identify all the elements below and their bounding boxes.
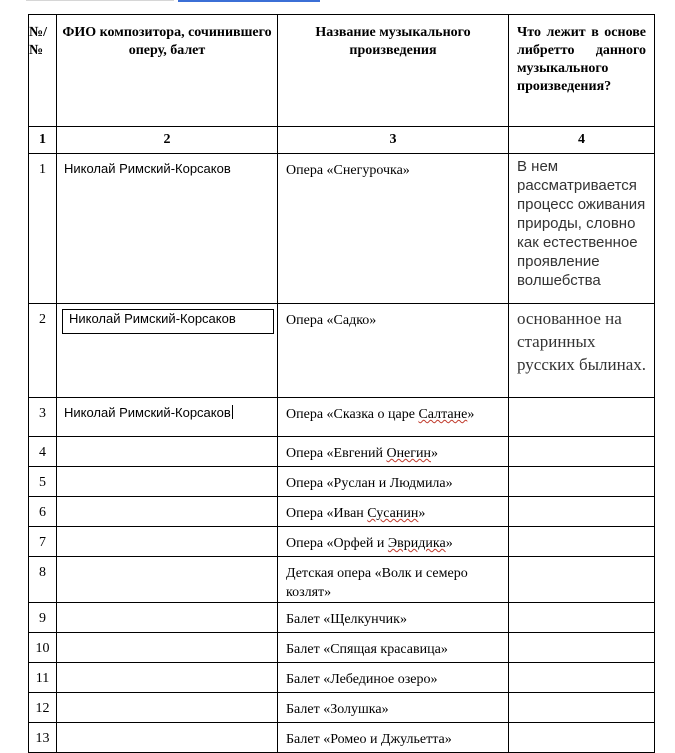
- work-cell[interactable]: Балет «Лебединое озеро»: [278, 663, 509, 693]
- basis-cell[interactable]: [509, 437, 655, 467]
- spellcheck-underline: Сусанин: [367, 506, 419, 521]
- row-number: 5: [29, 467, 57, 497]
- row-number: 11: [29, 663, 57, 693]
- row-number: 13: [29, 723, 57, 753]
- table-row: [29, 398, 655, 437]
- composer-cell[interactable]: Николай Римский-Корсаков: [57, 398, 278, 437]
- selected-text-box[interactable]: Николай Римский-Корсаков: [62, 309, 274, 334]
- work-cell[interactable]: Балет «Золушка»: [278, 693, 509, 723]
- row-number: 3: [29, 398, 57, 437]
- column-number: 2: [57, 127, 278, 154]
- row-number: 6: [29, 497, 57, 527]
- composer-cell[interactable]: [57, 304, 278, 398]
- basis-cell[interactable]: [509, 693, 655, 723]
- column-numbers-row: [29, 127, 655, 154]
- row-number: 7: [29, 527, 57, 557]
- row-number: 8: [29, 557, 57, 603]
- cropped-hyperlink[interactable]: [178, 0, 320, 2]
- column-number: 4: [509, 127, 655, 154]
- column-number: 1: [29, 127, 57, 154]
- basis-cell[interactable]: [509, 663, 655, 693]
- composer-cell[interactable]: [57, 437, 278, 467]
- work-cell[interactable]: Опера «Руслан и Людмила»: [278, 467, 509, 497]
- row-number: 9: [29, 603, 57, 633]
- spellcheck-underline: Салтане: [418, 407, 468, 422]
- composer-cell[interactable]: [57, 497, 278, 527]
- column-number: 3: [278, 127, 509, 154]
- spellcheck-underline: Онегин: [386, 446, 431, 461]
- work-cell[interactable]: Детская опера «Волк и семеро козлят»: [278, 557, 509, 603]
- composer-cell[interactable]: Николай Римский-Корсаков: [57, 154, 278, 304]
- header-work: Название музыкального произведения: [278, 15, 509, 127]
- composer-cell[interactable]: [57, 723, 278, 753]
- table-row: [29, 663, 655, 693]
- basis-cell[interactable]: [509, 557, 655, 603]
- header-row: [29, 15, 655, 127]
- work-cell[interactable]: Опера «Иван Сусанин»: [278, 497, 509, 527]
- table-row: [29, 467, 655, 497]
- basis-cell[interactable]: основанное на старинных русских былинах.: [509, 304, 655, 398]
- row-number: 1: [29, 154, 57, 304]
- composer-cell[interactable]: [57, 663, 278, 693]
- basis-cell[interactable]: В нем рассматривается процесс оживания природы, словно как естественное проявление волшебства: [509, 154, 655, 304]
- table-row: [29, 304, 655, 398]
- work-cell[interactable]: Опера «Сказка о царе Салтане»: [278, 398, 509, 437]
- work-cell[interactable]: Балет «Ромео и Джульетта»: [278, 723, 509, 753]
- header-number: №/ №: [29, 15, 57, 127]
- header-basis: Что лежит в основе либретто данного музыкального произведения?: [509, 15, 655, 127]
- basis-cell[interactable]: [509, 398, 655, 437]
- basis-cell[interactable]: [509, 633, 655, 663]
- table-row: [29, 603, 655, 633]
- work-cell[interactable]: Опера «Садко»: [278, 304, 509, 398]
- basis-cell[interactable]: [509, 467, 655, 497]
- work-cell[interactable]: Балет «Щелкунчик»: [278, 603, 509, 633]
- table-row: [29, 437, 655, 467]
- text-cursor: [232, 405, 233, 419]
- spellcheck-underline: Эвридика: [387, 536, 446, 551]
- table-row: [29, 723, 655, 753]
- table-row: [29, 557, 655, 603]
- table-row: [29, 633, 655, 663]
- table-row: [29, 154, 655, 304]
- row-number: 12: [29, 693, 57, 723]
- basis-cell[interactable]: [509, 603, 655, 633]
- table-row: [29, 693, 655, 723]
- cropped-top-text: [0, 0, 675, 6]
- basis-cell[interactable]: [509, 497, 655, 527]
- work-cell[interactable]: Балет «Спящая красавица»: [278, 633, 509, 663]
- work-cell[interactable]: Опера «Снегурочка»: [278, 154, 509, 304]
- row-number: 2: [29, 304, 57, 398]
- table-row: [29, 527, 655, 557]
- row-number: 4: [29, 437, 57, 467]
- table-row: [29, 497, 655, 527]
- composer-cell[interactable]: [57, 467, 278, 497]
- composer-cell[interactable]: [57, 693, 278, 723]
- composer-cell[interactable]: [57, 633, 278, 663]
- cropped-text-fragment: [26, 0, 174, 1]
- work-cell[interactable]: Опера «Орфей и Эвридика»: [278, 527, 509, 557]
- composers-table: [28, 14, 655, 753]
- composer-cell[interactable]: [57, 557, 278, 603]
- basis-cell[interactable]: [509, 723, 655, 753]
- composer-cell[interactable]: [57, 527, 278, 557]
- composer-cell[interactable]: [57, 603, 278, 633]
- header-composer: ФИО композитора, сочинившего оперу, балет: [57, 15, 278, 127]
- row-number: 10: [29, 633, 57, 663]
- basis-cell[interactable]: [509, 527, 655, 557]
- work-cell[interactable]: Опера «Евгений Онегин»: [278, 437, 509, 467]
